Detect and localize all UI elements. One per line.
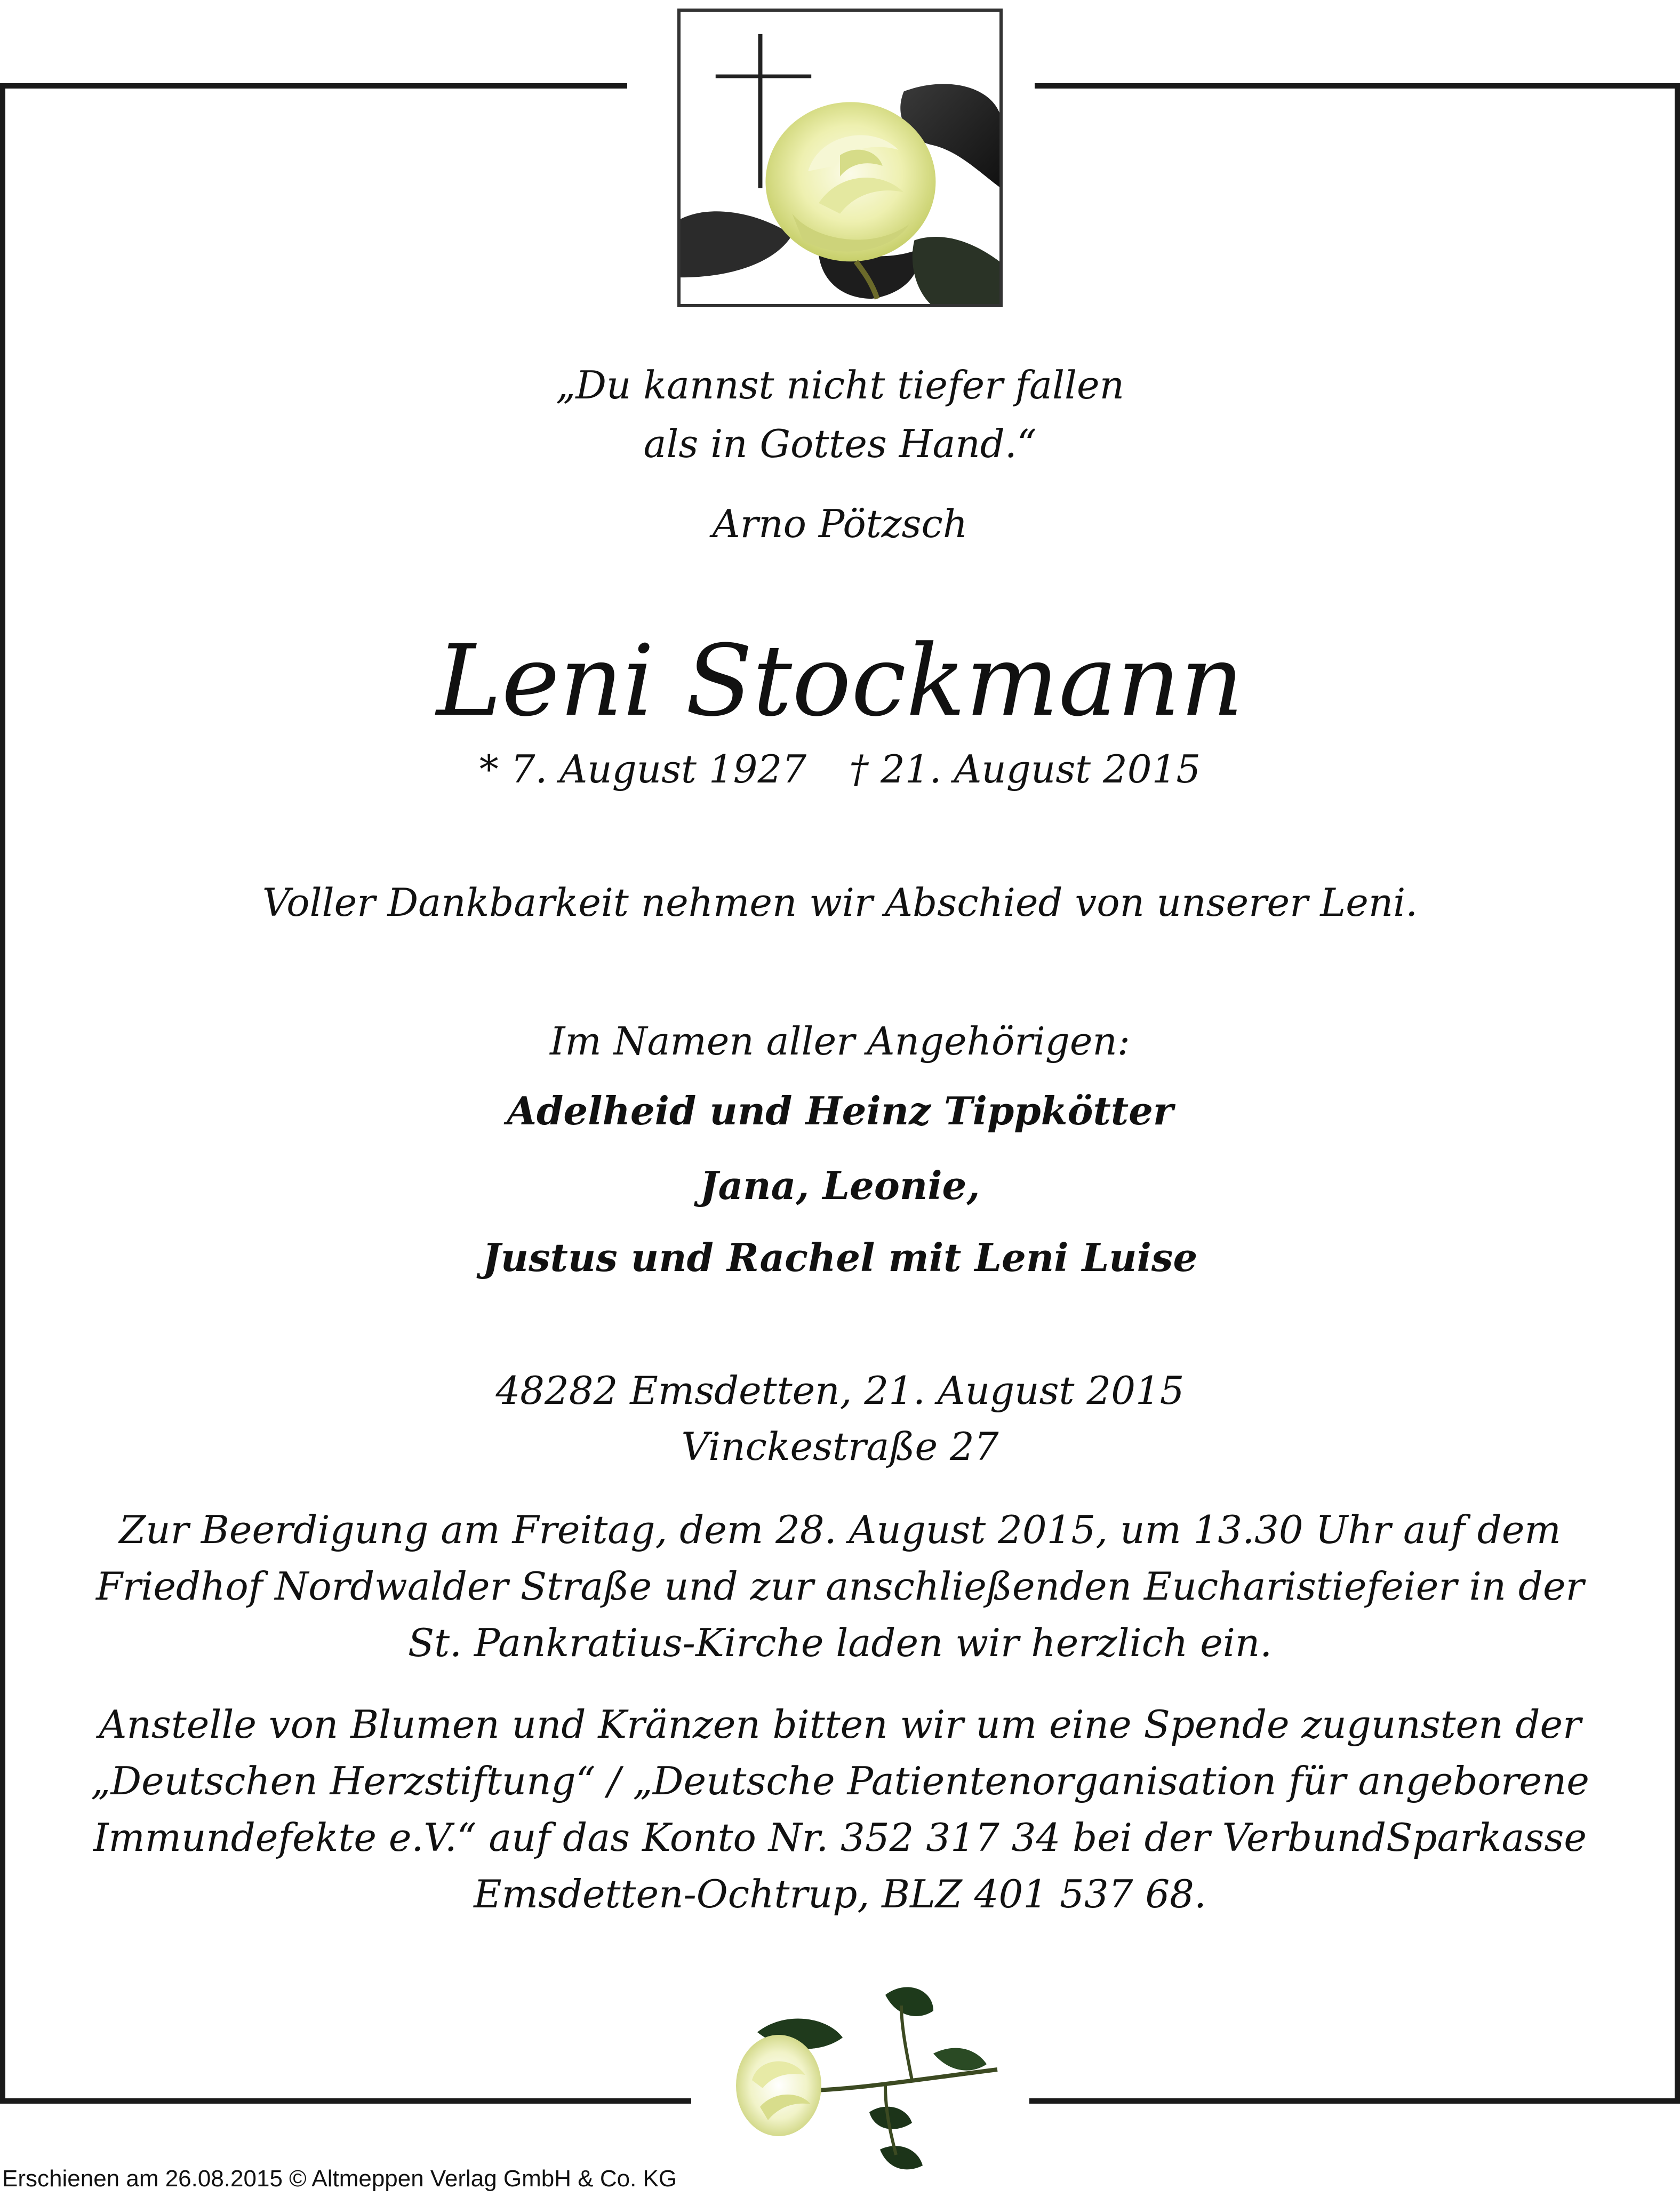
donation-info-line: Anstelle von Blumen und Kränzen bitten wir um eine Spende zugunsten der: [99, 1702, 1581, 1747]
funeral-info: [43, 1501, 1637, 1671]
frame-top-right: [1035, 83, 1680, 89]
donation-info-line: „Deutschen Herzstiftung“ / „Deutsche Patientenorganisation für angeborene: [91, 1759, 1589, 1803]
quote-line: als in Gottes Hand.“: [643, 421, 1037, 466]
deceased-name: Leni Stockmann: [436, 624, 1244, 738]
life-dates: [43, 747, 1637, 792]
frame-left: [0, 83, 5, 2104]
quote-line: „Du kannst nicht tiefer fallen: [555, 363, 1124, 408]
mourner-name: Jana, Leonie,: [700, 1163, 980, 1208]
birth-date: * 7. August 1927: [479, 747, 807, 792]
funeral-info-line: Zur Beerdigung am Freitag, dem 28. August 2015, um 13.30 Uhr auf dem: [119, 1507, 1561, 1552]
death-date: † 21. August 2015: [849, 747, 1201, 792]
donation-info-line: Emsdetten-Ochtrup, BLZ 401 537 68.: [474, 1872, 1206, 1916]
funeral-info-line: Friedhof Nordwalder Straße und zur anschließenden Eucharistiefeier in der: [95, 1564, 1585, 1609]
street-address: Vinckestraße 27: [681, 1424, 999, 1469]
rose-icon: [709, 1974, 1029, 2176]
frame-top-left: [0, 83, 627, 89]
funeral-info-line: St. Pankratius-Kirche laden wir herzlich ein.: [407, 1620, 1273, 1665]
mourner-name: Adelheid und Heinz Tippkötter: [507, 1088, 1173, 1133]
mourners-intro: Im Namen aller Angehörigen:: [549, 1019, 1131, 1064]
cross-with-rose-icon: [677, 9, 1003, 307]
frame-bottom-left: [0, 2098, 691, 2104]
frame-right: [1675, 83, 1680, 2104]
quote-author: Arno Pötzsch: [712, 501, 968, 546]
donation-info-line: Immundefekte e.V.“ auf das Konto Nr. 352 317 34 bei der VerbundSparkasse: [93, 1815, 1587, 1860]
frame-bottom-right: [1029, 2098, 1680, 2104]
gratitude-text: Voller Dankbarkeit nehmen wir Abschied von unserer Leni.: [262, 880, 1418, 925]
place-date: 48282 Emsdetten, 21. August 2015: [495, 1368, 1185, 1413]
mourner-name: Justus und Rachel mit Leni Luise: [482, 1235, 1198, 1280]
donation-info: [43, 1696, 1637, 1922]
footer-publication-note: Erschienen am 26.08.2015 © Altmeppen Verlag GmbH & Co. KG: [2, 2166, 677, 2192]
